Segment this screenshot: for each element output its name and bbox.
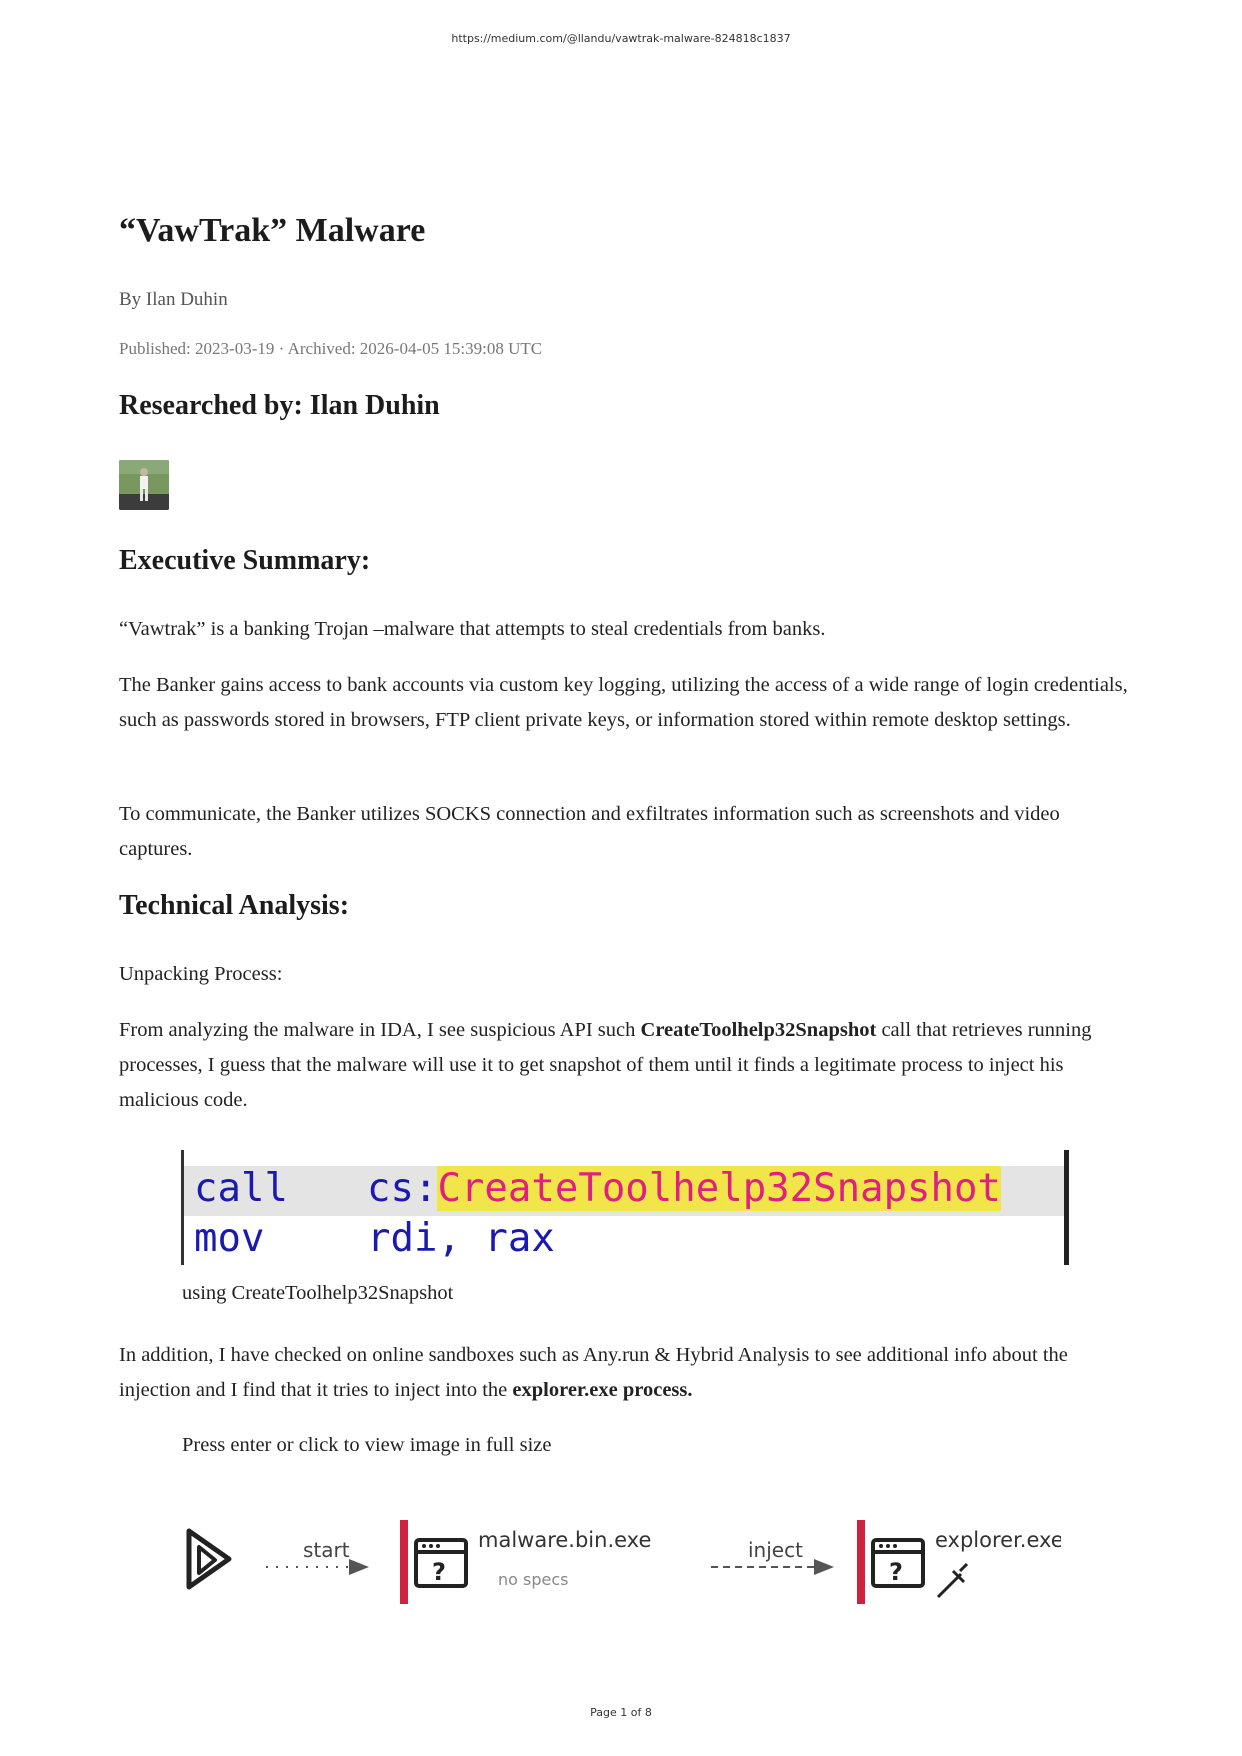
inject-label: inject	[748, 1538, 803, 1562]
publish-meta: Published: 2023-03-19 · Archived: 2026-04-05 15:39:08 UTC	[119, 339, 543, 358]
avatar-photo-icon	[119, 460, 169, 510]
code-operand-call	[367, 1166, 1001, 1211]
start-arrow-head-icon	[349, 1559, 369, 1575]
code-function-highlight: CreateToolhelp32Snapshot	[437, 1166, 1001, 1211]
process2-name: explorer.exe	[935, 1528, 1061, 1552]
code-row-call	[184, 1166, 1064, 1216]
view-full-size-link[interactable]: Press enter or click to view image in full size	[182, 1434, 552, 1456]
exec-paragraph-1: “Vawtrak” is a banking Trojan –malware that attempts to steal credentials from banks.	[119, 618, 826, 640]
analysis-p2-text: In addition, I have checked on online sandboxes such as Any.run & Hybrid Analysis to see additional info about the injection and I find that it tries to inject into the	[119, 1344, 1068, 1401]
analysis-p2-bold: explorer.exe process.	[512, 1379, 693, 1401]
source-url: https://medium.com/@llandu/vawtrak-malware-824818c1837	[451, 32, 791, 45]
exec-paragraph-3: To communicate, the Banker utilizes SOCKS connection and exfiltrates information such as screenshots and video captures.	[119, 803, 1060, 860]
unpacking-label: Unpacking Process:	[119, 963, 283, 985]
researched-heading: Researched by: Ilan Duhin	[119, 390, 440, 421]
byline: By Ilan Duhin	[119, 289, 228, 310]
code-image-caption: using CreateToolhelp32Snapshot	[182, 1282, 454, 1304]
process1-sub: no specs	[498, 1570, 569, 1589]
code-mnemonic-call: call	[194, 1166, 288, 1211]
syringe-icon	[938, 1564, 967, 1597]
author-avatar	[119, 460, 169, 510]
code-prefix: cs:	[367, 1166, 438, 1211]
technical-analysis-heading: Technical Analysis:	[119, 890, 350, 921]
svg-text:?: ?	[889, 1558, 903, 1586]
process1-name: malware.bin.exe	[478, 1528, 652, 1552]
ida-code-screenshot[interactable]	[181, 1150, 1069, 1265]
process2-accent-bar	[857, 1520, 865, 1604]
process1-accent-bar	[400, 1520, 408, 1604]
analysis-paragraph-1	[119, 1013, 1129, 1118]
analysis-p1-bold: CreateToolhelp32Snapshot	[640, 1019, 877, 1041]
exec-paragraph-2: The Banker gains access to bank accounts via custom key logging, utilizing the access of a wide range of login credentials, such as passwords stored in browsers, FTP client private keys, or information stored within remote desktop settings.	[119, 674, 1128, 731]
svg-text:?: ?	[432, 1558, 446, 1586]
process-flow-image[interactable]	[181, 1505, 1061, 1615]
code-row-mov	[184, 1216, 1064, 1265]
analysis-p1-text-b: call that retrieves running processes, I guess that the malware will use it to get snapshot of them until it finds a legitimate process to inject his malicious code.	[119, 1019, 1092, 1111]
analysis-p1-text-a: From analyzing the malware in IDA, I see suspicious API such	[119, 1019, 641, 1041]
code-mnemonic-mov: mov	[194, 1216, 265, 1261]
process2-window-icon	[873, 1540, 923, 1586]
start-label: start	[303, 1538, 350, 1562]
process1-window-icon	[416, 1540, 466, 1586]
article-title: “VawTrak” Malware	[119, 212, 426, 249]
code-operand-mov: rdi, rax	[367, 1216, 555, 1261]
inject-arrow-head-icon	[814, 1559, 834, 1575]
anyrun-logo-icon	[189, 1531, 229, 1587]
page-footer: Page 1 of 8	[590, 1706, 652, 1719]
executive-summary-heading: Executive Summary:	[119, 545, 371, 576]
process-flow-diagram	[181, 1505, 1061, 1615]
analysis-paragraph-2	[119, 1338, 1129, 1408]
